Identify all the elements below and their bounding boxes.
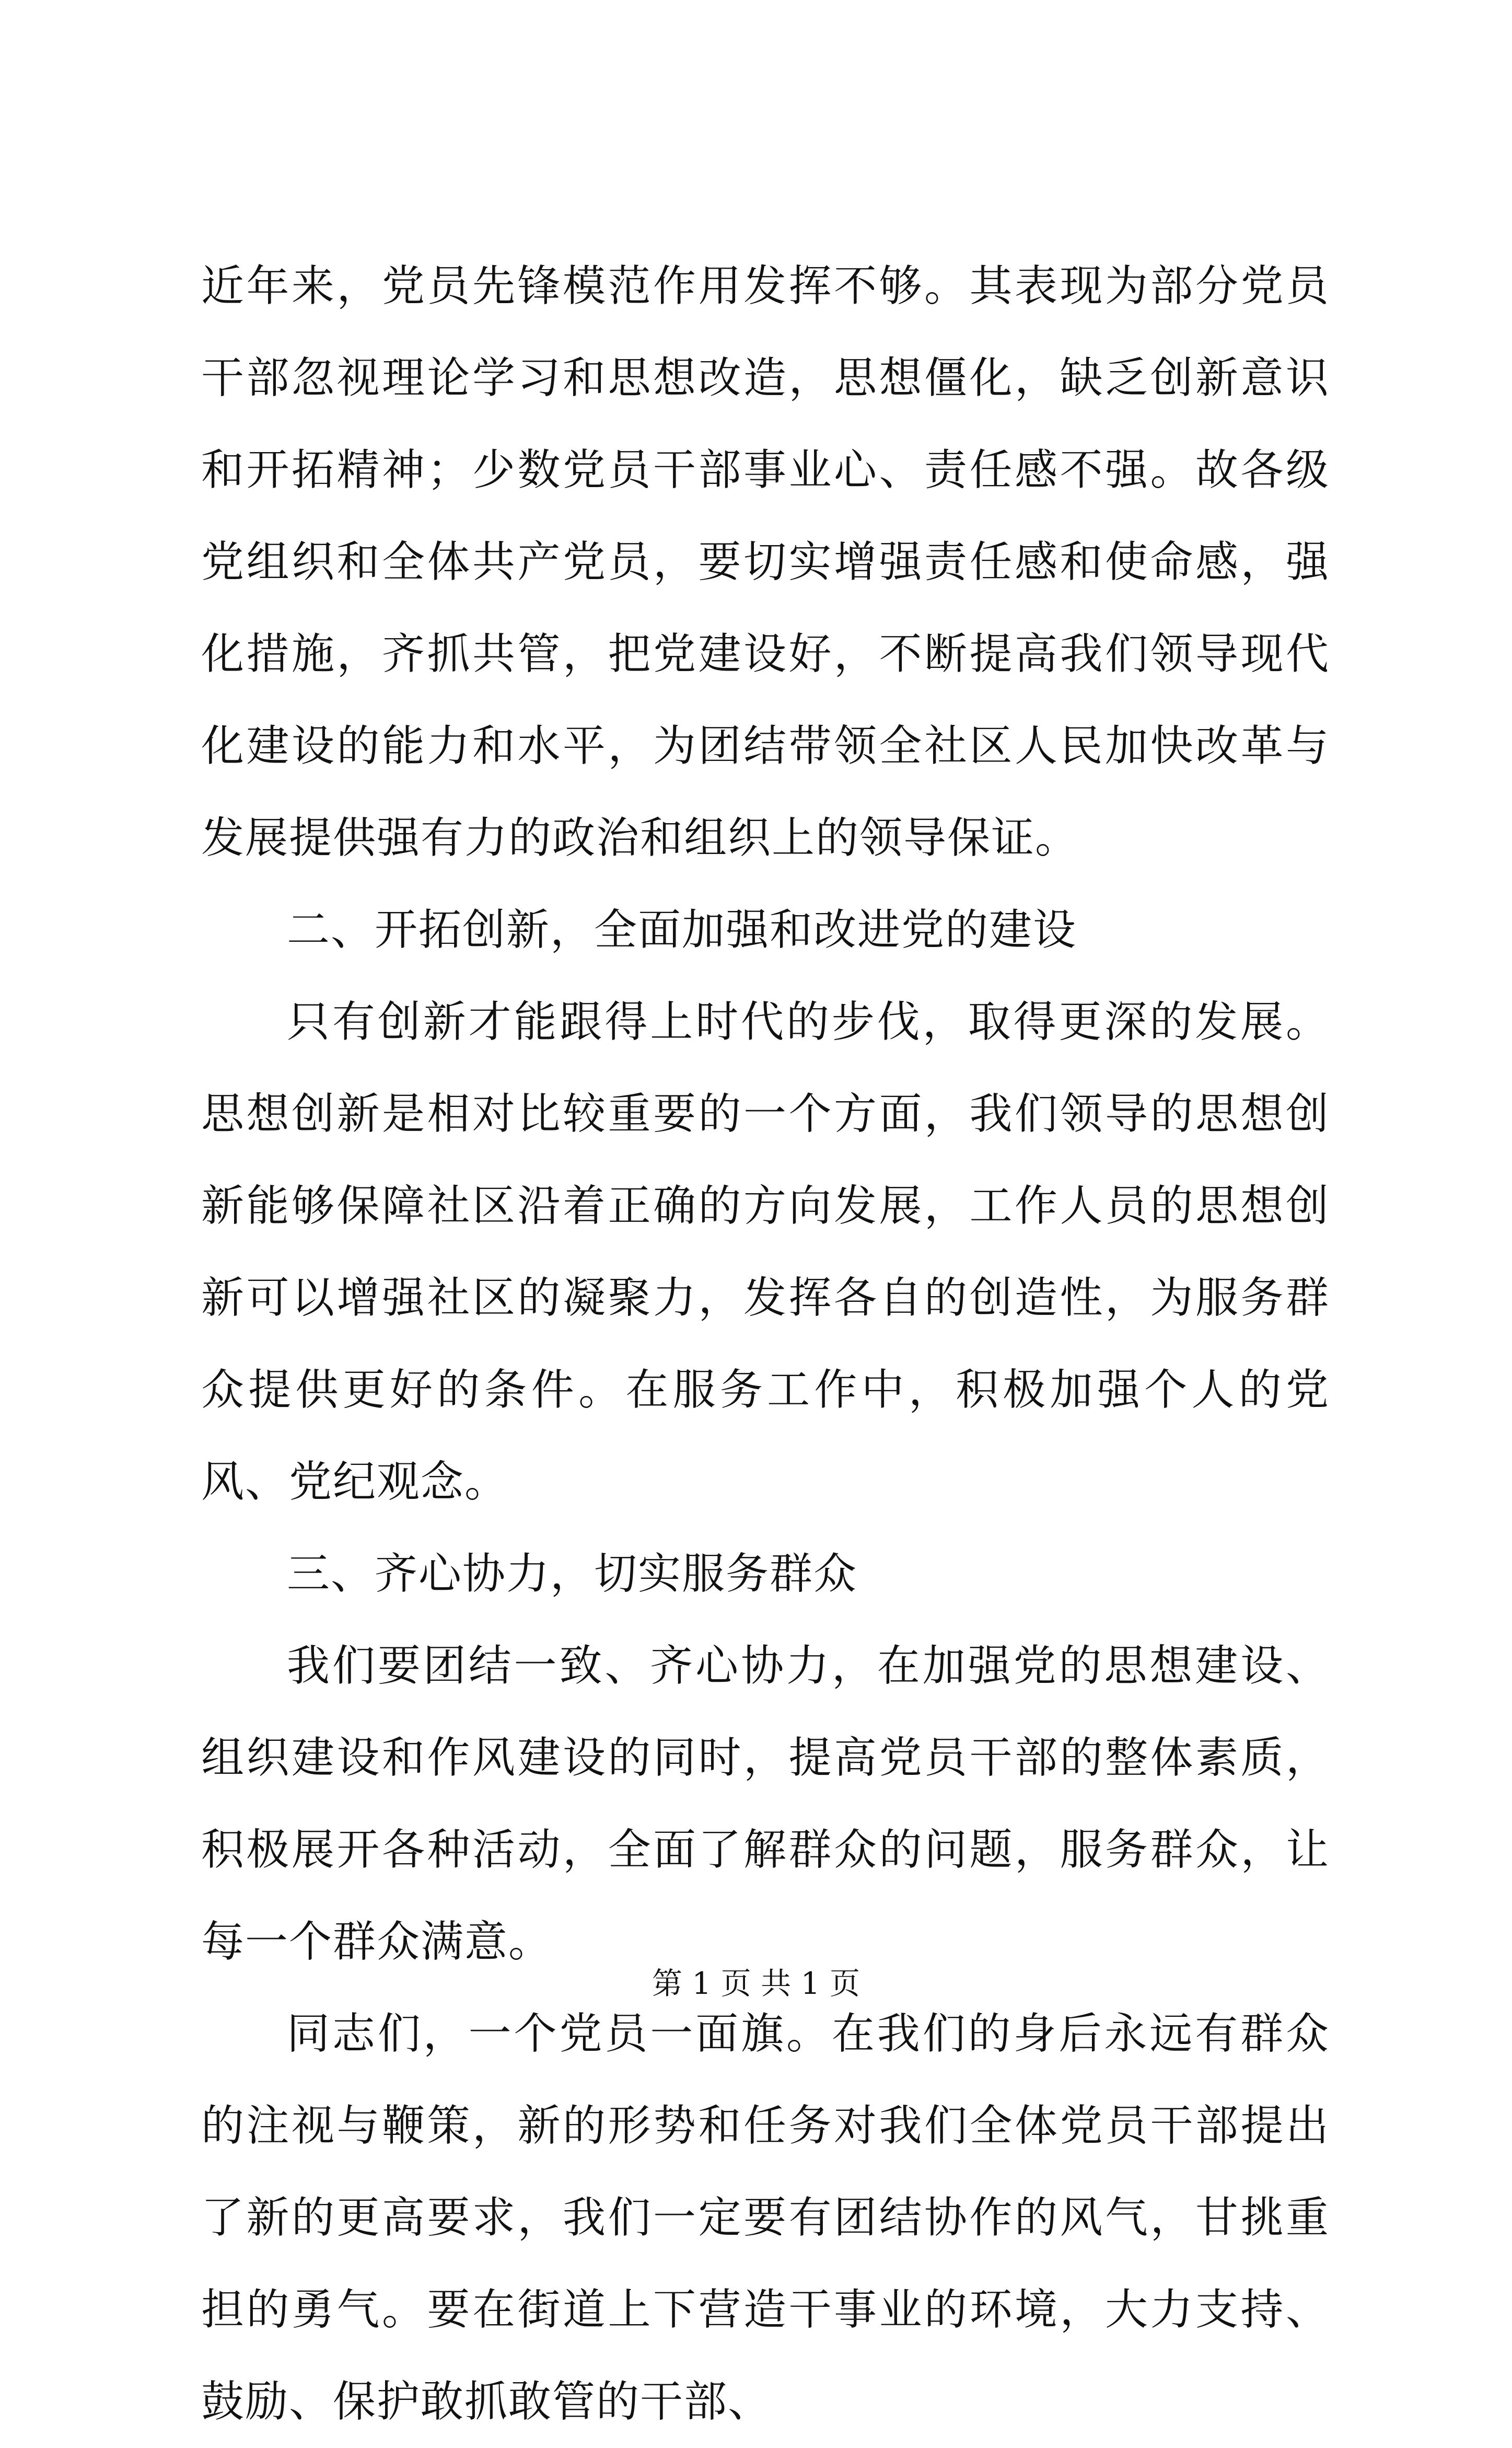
paragraph-innovation: 只有创新才能跟得上时代的步伐，取得更深的发展。思想创新是相对比较重要的一个方面，我们领导的思想创新能够保障社区沿着正确的方向发展，工作人员的思想创新可以增强社区的凝聚力，发挥各自的创造性，为服务群众提供更好的条件。在服务工作中，积极加强个人的党风、党纪观念。 xyxy=(201,997,1330,1507)
page-number-footer: 第 1 页 共 1 页 xyxy=(652,1966,860,2001)
paragraph-intro: 近年来，党员先锋模范作用发挥不够。其表现为部分党员干部忽视理论学习和思想改造，思想僵化，缺乏创新意识和开拓精神；少数党员干部事业心、责任感不强。故各级党组织和全体共产党员，要切实增强责任感和使命感，强化措施，齐抓共管，把党建设好，不断提高我们领导现代化建设的能力和水平，为团结带领全社区人民加快改革与发展提供强有力的政治和组织上的领导保证。 xyxy=(201,261,1330,863)
section-heading-2: 二、开拓创新，全面加强和改进党的建设 xyxy=(287,905,1077,955)
paragraph-comrades: 同志们，一个党员一面旗。在我们的身后永远有群众的注视与鞭策，新的形势和任务对我们全体党员干部提出了新的更高要求，我们一定要有团结协作的风气，甘挑重担的勇气。要在街道上下营造干事业的环境，大力支持、鼓励、保护敢抓敢管的干部、 xyxy=(201,2009,1330,2427)
paragraph-unity: 我们要团结一致、齐心协力，在加强党的思想建设、组织建设和作风建设的同时，提高党员干部的整体素质，积极展开各种活动，全面了解群众的问题，服务群众，让每一个群众满意。 xyxy=(201,1641,1330,1967)
document-body xyxy=(201,240,1330,2448)
section-heading-3: 三、齐心协力，切实服务群众 xyxy=(287,1549,858,1599)
